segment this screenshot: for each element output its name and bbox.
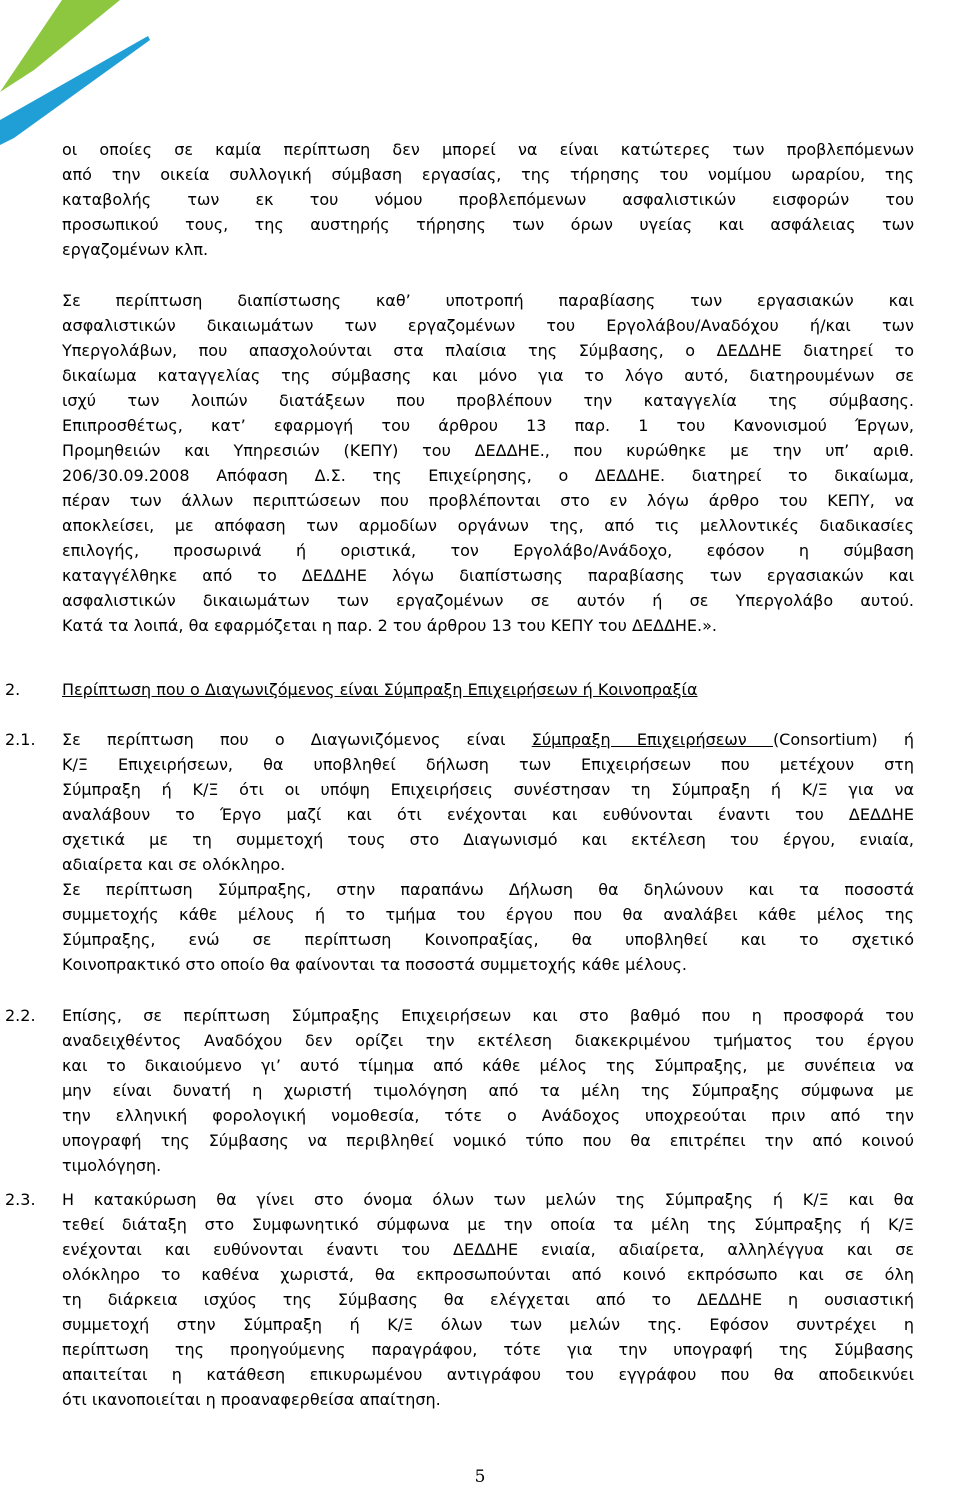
text-line: ότι ικανοποιείται η προαναφερθείσα απαίτηση. bbox=[62, 1390, 441, 1409]
consortium-underlined-term: Σύμπραξη Επιχειρήσεων bbox=[531, 730, 773, 749]
text-line: τιμολόγηση. bbox=[62, 1156, 162, 1175]
text-line: και το δικαιούμενο γι’ αυτό τίμημα από κάθε μέλος της Σύμπραξης, με συνέπεια να bbox=[62, 1056, 914, 1075]
text-line: τη διάρκεια ισχύος της Σύμβασης θα ελέγχεται από το ΔΕΔΔΗΕ η ουσιαστική bbox=[62, 1290, 914, 1309]
text-line: καταγγέλθηκε από το ΔΕΔΔΗΕ λόγω διαπίστωσης παραβίασης των εργασιακών και bbox=[62, 566, 914, 585]
text-line: σχετικά με τη συμμετοχή τους στο Διαγωνισμό και εκτέλεση του έργου, ενιαία, bbox=[62, 830, 914, 849]
logo-blue-shape bbox=[0, 36, 150, 145]
text-line: εργαζομένων κλπ. bbox=[62, 240, 209, 259]
item-number: 2.3. bbox=[5, 1190, 36, 1209]
text-line: υπογραφή της Σύμβασης να περιβληθεί νομικό τύπο που θα επιτρέπει την από κοινού bbox=[62, 1131, 914, 1150]
text-line: συμμετοχής κάθε μέλους ή το τμήμα του έργου που θα αναλάβει κάθε μέλος της bbox=[62, 905, 914, 924]
text-line: 206/30.09.2008 Απόφαση Δ.Σ. της Επιχείρησης, ο ΔΕΔΔΗΕ. διατηρεί το δικαίωμα, bbox=[62, 466, 914, 485]
text-line: Κατά τα λοιπά, θα εφαρμόζεται η παρ. 2 του άρθρου 13 του ΚΕΠΥ του ΔΕΔΔΗΕ.». bbox=[62, 616, 717, 635]
page-number: 5 bbox=[474, 1467, 486, 1487]
text-line: ασφαλιστικών δικαιωμάτων των εργαζομένων του Εργολάβου/Αναδόχου ή/και των bbox=[62, 316, 914, 335]
text-line: ισχύ των λοιπών διατάξεων που προβλέπουν την καταγγελία της σύμβασης. bbox=[62, 391, 914, 410]
text-line: ασφαλιστικών δικαιωμάτων των εργαζομένων σε αυτόν ή σε Υπεργολάβο αυτού. bbox=[62, 591, 914, 610]
text-line: Προμηθειών και Υπηρεσιών (ΚΕΠΥ) του ΔΕΔΔΗΕ., που κυρώθηκε με την υπ’ αριθ. bbox=[62, 441, 914, 460]
text-line: απαιτείται η κατάθεση επικυρωμένου αντιγράφου του εγγράφου που θα αποδεικνύει bbox=[62, 1365, 914, 1384]
text-line: αποκλείσει, με απόφαση των αρμοδίων οργάνων της, από τις μελλοντικές διαδικασίες bbox=[62, 516, 914, 535]
text-line: αναλάβουν το Έργο μαζί και ότι ενέχονται και ευθύνονται έναντι του ΔΕΔΔΗΕ bbox=[62, 805, 914, 824]
text-line: μην είναι δυνατή η χωριστή τιμολόγηση από τα μέλη της Σύμπραξης σύμφωνα με bbox=[62, 1081, 914, 1100]
text-line: Σύμπραξη ή Κ/Ξ ότι οι υπόψη Επιχειρήσεις συνέστησαν τη Σύμπραξη ή Κ/Ξ για να bbox=[62, 780, 914, 799]
item-number: 2.2. bbox=[5, 1006, 36, 1025]
logo-green-shape bbox=[0, 0, 120, 92]
text-line: Επίσης, σε περίπτωση Σύμπραξης Επιχειρήσεων και στο βαθμό που η προσφορά του bbox=[62, 1006, 914, 1025]
text-line: δικαίωμα καταγγελίας της σύμβασης και μόνο για το λόγο αυτό, διατηρουμένων σε bbox=[62, 366, 914, 385]
text-line: καταβολής των εκ του νόμου προβλεπόμενων ασφαλιστικών εισφορών του bbox=[62, 190, 914, 209]
text-line: επιλογής, προσωρινά ή οριστικά, τον Εργολάβο/Ανάδοχο, εφόσον η σύμβαση bbox=[62, 541, 914, 560]
text-fragment: Σε περίπτωση που ο Διαγωνιζόμενος είναι bbox=[62, 730, 532, 749]
text-line: αδιαίρετα και σε ολόκληρο. bbox=[62, 855, 286, 874]
text-line: αναδειχθέντος Αναδόχου δεν ορίζει την εκτέλεση διακεκριμένου τμήματος του έργου bbox=[62, 1031, 914, 1050]
text-line: ολόκληρο το καθένα χωριστά, θα εκπροσωπούνται από κοινό εκπρόσωπο και σε όλη bbox=[62, 1265, 914, 1284]
text-line: Σε περίπτωση διαπίστωσης καθ’ υποτροπή παραβίασης των εργασιακών και bbox=[62, 291, 914, 310]
text-line: προσωπικού τους, της αυστηρής τήρησης των όρων υγείας και ασφάλειας των bbox=[62, 215, 914, 234]
text-line: Κοινοπρακτικό στο οποίο θα φαίνονται τα ποσοστά συμμετοχής κάθε μέλους. bbox=[62, 955, 687, 974]
text-line: πέραν των άλλων περιπτώσεων που προβλέπονται στο εν λόγω άρθρο του ΚΕΠΥ, να bbox=[62, 491, 914, 510]
section-number: 2. bbox=[5, 680, 21, 699]
text-line: από την οικεία συλλογική σύμβαση εργασίας, της τήρησης του νομίμου ωραρίου, της bbox=[62, 165, 914, 184]
text-line: Σε περίπτωση Σύμπραξης, στην παραπάνω Δήλωση θα δηλώνουν και τα ποσοστά bbox=[62, 880, 914, 899]
section-title: Περίπτωση που ο Διαγωνιζόμενος είναι Σύμπραξη Επιχειρήσεων ή Κοινοπραξία bbox=[62, 680, 698, 699]
text-line: Σύμπραξης, ενώ σε περίπτωση Κοινοπραξίας, θα υποβληθεί και το σχετικό bbox=[62, 930, 914, 949]
text-line: συμμετοχή στην Σύμπραξη ή Κ/Ξ όλων των μελών της. Εφόσον συντρέχει η bbox=[62, 1315, 914, 1334]
text-line: την ελληνική φορολογική νομοθεσία, τότε ο Ανάδοχος υποχρεούται πριν από την bbox=[62, 1106, 914, 1125]
text-line: περίπτωση της προηγούμενης παραγράφου, τότε για την υπογραφή της Σύμβασης bbox=[62, 1340, 914, 1359]
brand-leaf-logo-icon bbox=[0, 0, 150, 145]
text-line: Η κατακύρωση θα γίνει στο όνομα όλων των μελών της Σύμπραξης ή Κ/Ξ και θα bbox=[62, 1190, 914, 1209]
text-line: Κ/Ξ Επιχειρήσεων, θα υποβληθεί δήλωση των Επιχειρήσεων που μετέχουν στη bbox=[62, 755, 914, 774]
item-number: 2.1. bbox=[5, 730, 36, 749]
text-line: τεθεί διάταξη στο Συμφωνητικό σύμφωνα με την οποία τα μέλη της Σύμπραξης ή Κ/Ξ bbox=[62, 1215, 914, 1234]
text-fragment: (Consortium) ή bbox=[772, 730, 915, 749]
text-line bbox=[62, 728, 914, 752]
text-line: ενέχονται και ευθύνονται έναντι του ΔΕΔΔΗΕ ενιαία, αδιαίρετα, αλληλέγγυα και σε bbox=[62, 1240, 914, 1259]
text-line: Υπεργολάβων, που απασχολούνται στα πλαίσια της Σύμβασης, ο ΔΕΔΔΗΕ διατηρεί το bbox=[62, 341, 914, 360]
text-line: οι οποίες σε καμία περίπτωση δεν μπορεί να είναι κατώτερες των προβλεπόμενων bbox=[62, 140, 914, 159]
text-line: Επιπροσθέτως, κατ’ εφαρμογή του άρθρου 13 παρ. 1 του Κανονισμού Έργων, bbox=[62, 416, 914, 435]
